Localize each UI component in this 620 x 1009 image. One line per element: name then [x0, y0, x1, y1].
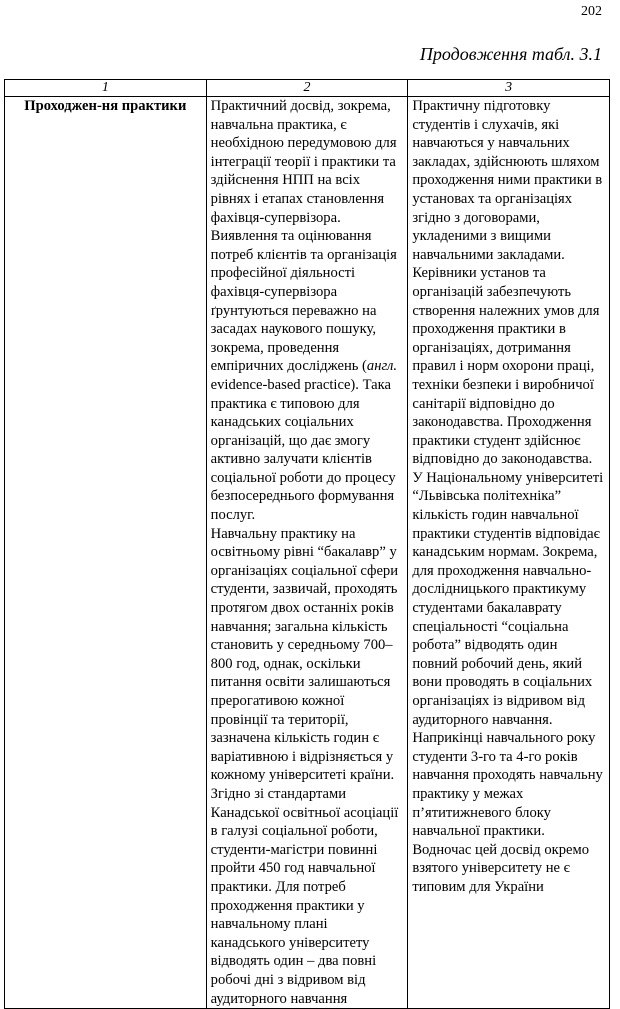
header-cell-1: 1 [5, 80, 207, 97]
ukraine-cell [408, 97, 610, 1009]
canada-paragraph-3: Навчальну практику на освітньому рівні “бакалавр” у організаціях соціальної сфери студенти, зазвичай, проходять протягом двох останніх років навчання; загальна кількість становить у середньому 700–800 год, однак, оскільки питання освіти залишаються прерогативою кожної провінції та території, зазначена кількість годин є варіативною і відрізняється у кожному університеті країни. [210, 525, 399, 784]
ukraine-paragraph-1: Практичну підготовку студентів і слухачів, які навчаються у навчальних закладах, здійснюють шляхом проходження ними практики в установах та організаціях згідно з договорами, укладеними з вищими навчальними закладами. [412, 98, 603, 263]
canada-paragraph-2 [211, 227, 404, 525]
ukraine-paragraph-3: У Національному університеті “Львівська політехніка” кількість годин навчальної практики студентів відповідає канадським нормам. Зокрема, для проходження навчально-дослідницького практикуму студентами бакалаврату спеціальності “соціальна робота” відводять один повний робочий день, який вони проводять в соціальних організаціях із відривом від аудиторного навчання. Наприкінці навчального року студенти 3-го та 4-го років навчання проходять навчальну практику у межах п’ятитижневого блоку навчальної практики. Водночас цей досвід окремо взятого університету не є типовим для України [412, 469, 604, 895]
canada-paragraph-2-before: Виявлення та оцінювання потреб клієнтів та організація професійної діяльності фахівця-супервізора ґрунтуються переважно на засадах наукового пошуку, зокрема, проведення емпіричних досліджень ( [210, 228, 397, 375]
canada-paragraph-1: Практичний досвід, зокрема, навчальна практика, є необхідною передумовою для інтеграції теорії і практики та здійснення НПП на всіх рівнях і етапах становлення фахівця-супервізора. [210, 98, 397, 226]
canada-paragraph-4: Згідно зі стандартами Канадської освітньої асоціації в галузі соціальної роботи, студенти-магістри повинні пройти 450 год навчальної практики. Для потреб проходження практики у навчальному плані канадського університету відводять один – два повні робочі дні з відривом від аудиторного навчання [210, 785, 399, 1007]
comparison-table [4, 79, 610, 1009]
canada-paragraph-2-italic: англ. [366, 358, 397, 375]
header-cell-3: 3 [408, 80, 610, 97]
header-cell-2: 2 [206, 80, 408, 97]
ukraine-paragraph-2: Керівники установ та організацій забезпечують створення належних умов для проходження практики в організаціях, дотримання правил і норм охорони праці, техніки безпеки і виробничої санітарії відповідно до законодавства. Проходження практики студент здійснює відповідно до законодавства. [412, 265, 600, 468]
page-number: 202 [581, 4, 602, 19]
canada-paragraph-2-after: evidence-based practice). Така практика є типовою для канадських соціальних організацій, що дає змогу активно залучати клієнтів соціальної роботи до процесу безпосереднього формування послуг. [210, 376, 396, 524]
table-header-row [5, 80, 610, 97]
table-caption: Продовження табл. 3.1 [419, 44, 602, 64]
table-row [5, 97, 610, 1009]
row-label-cell: Проходжен-ня практики [5, 97, 207, 1009]
canada-cell [206, 97, 408, 1009]
